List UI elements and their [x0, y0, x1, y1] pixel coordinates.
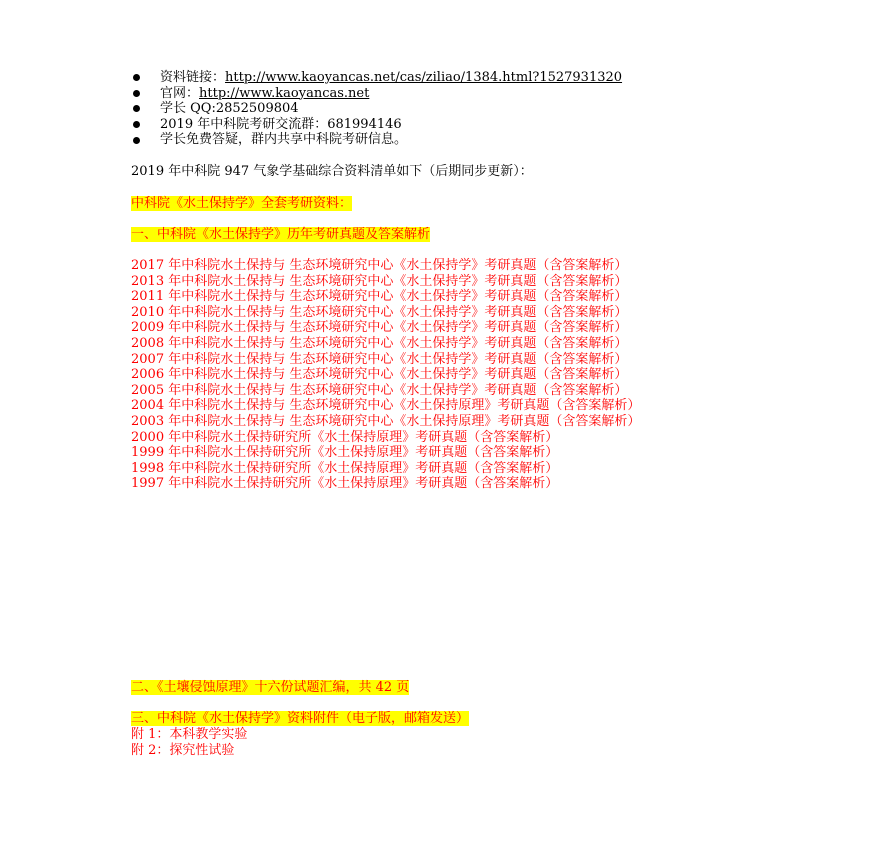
section3-title: 三、中科院《水土保持学》资料附件（电子版，邮箱发送）	[131, 711, 470, 726]
list-item: 2013 年中科院水土保持与 生态环境研究中心《水土保持学》考研真题（含答案解析）	[131, 273, 628, 289]
list-item: 1999 年中科院水土保持研究所《水土保持原理》考研真题（含答案解析）	[131, 445, 559, 461]
bullet-label: 学长 QQ:	[160, 101, 216, 117]
bullet-dot-icon	[133, 90, 140, 97]
bullet-dot-icon	[133, 121, 140, 128]
main-heading: 中科院《水土保持学》全套考研资料：	[131, 196, 353, 211]
section3-wrap	[131, 711, 743, 727]
bullet-label: 资料链接：	[160, 70, 226, 85]
list-item: 2009 年中科院水土保持与 生态环境研究中心《水土保持学》考研真题（含答案解析）	[131, 320, 628, 336]
list-item: 2005 年中科院水土保持与 生态环境研究中心《水土保持学》考研真题（含答案解析）	[131, 382, 628, 398]
list-item: 2000 年中科院水土保持研究所《水土保持原理》考研真题（含答案解析）	[131, 429, 559, 445]
attachment-list	[131, 727, 743, 758]
list-item: 附 2：探究性试验	[131, 742, 235, 758]
bullet-label: 2019 年中科院考研交流群：	[160, 116, 328, 132]
intro-text: 2019 年中科院 947 气象学基础综合资料清单如下（后期同步更新）：	[131, 164, 533, 179]
bullet-item-link	[133, 70, 773, 86]
bullet-item-group	[133, 117, 773, 133]
website-link[interactable]: http://www.kaoyancas.net	[199, 85, 370, 101]
list-item: 2006 年中科院水土保持与 生态环境研究中心《水土保持学》考研真题（含答案解析）	[131, 367, 628, 383]
list-item: 2017 年中科院水土保持与 生态环境研究中心《水土保持学》考研真题（含答案解析）	[131, 258, 628, 273]
info-bullet-list	[133, 70, 773, 148]
section2-title: 二、《土壤侵蚀原理》十六份试题汇编，共 42 页	[131, 680, 410, 695]
bullet-dot-icon	[133, 105, 140, 112]
section2-wrap	[131, 680, 743, 696]
bullet-label: 学长免费答疑，群内共享中科院考研信息。	[160, 132, 408, 148]
list-item: 2004 年中科院水土保持与 生态环境研究中心《水土保持原理》考研真题（含答案解析）	[131, 398, 641, 414]
list-item: 1997 年中科院水土保持研究所《水土保持原理》考研真题（含答案解析）	[131, 476, 559, 492]
list-item: 2011 年中科院水土保持与 生态环境研究中心《水土保持学》考研真题（含答案解析）	[131, 289, 628, 305]
bullet-label: 官网：	[160, 85, 200, 101]
list-item: 2010 年中科院水土保持与 生态环境研究中心《水土保持学》考研真题（含答案解析）	[131, 304, 628, 320]
list-item: 2007 年中科院水土保持与 生态环境研究中心《水土保持学》考研真题（含答案解析）	[131, 351, 628, 367]
section1-wrap	[131, 227, 743, 243]
bullet-item-qq	[133, 101, 773, 117]
list-item: 1998 年中科院水土保持研究所《水土保持原理》考研真题（含答案解析）	[131, 460, 559, 476]
bullet-dot-icon	[133, 137, 140, 144]
list-item: 2008 年中科院水土保持与 生态环境研究中心《水土保持学》考研真题（含答案解析）	[131, 335, 628, 351]
bullet-item-note	[133, 132, 773, 148]
section1-title: 一、中科院《水土保持学》历年考研真题及答案解析	[131, 227, 431, 242]
list-item: 2003 年中科院水土保持与 生态环境研究中心《水土保持原理》考研真题（含答案解析）	[131, 413, 641, 429]
list-item: 附 1：本科教学实验	[131, 727, 248, 742]
resource-link[interactable]: http://www.kaoyancas.net/cas/ziliao/1384.html?1527931320	[225, 70, 623, 85]
bullet-dot-icon	[133, 74, 140, 81]
exam-item-list	[131, 258, 743, 492]
qq-number: 2852509804	[215, 101, 299, 117]
group-number: 681994146	[327, 116, 402, 132]
bullet-item-website	[133, 86, 773, 102]
main-heading-wrap	[131, 196, 743, 212]
